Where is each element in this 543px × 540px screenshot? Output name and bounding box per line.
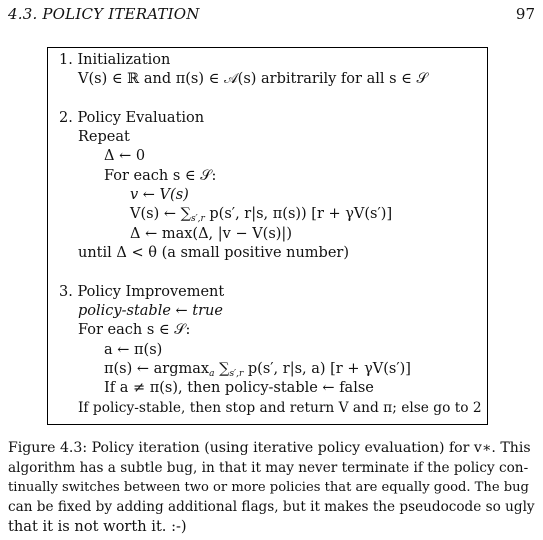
page-header: [8, 5, 535, 27]
v-assign-line: v ← V(s): [130, 187, 189, 203]
policy-stable-init-line: policy-stable ← true: [78, 303, 223, 319]
step1-heading: 1. Initialization: [59, 52, 171, 68]
for-each-state-line-2: For each s ∈ 𝒮:: [78, 322, 191, 338]
section-title: 4.3. POLICY ITERATION: [8, 5, 200, 23]
policy-update-rhs: p(s′, r|s, a) [r + γV(s′)]: [243, 361, 411, 377]
final-return-line: If policy-stable, then stop and return V and π; else go to 2: [78, 400, 482, 416]
value-update-subscript: s′,r: [190, 214, 205, 224]
policy-update-subscript: s′,r: [229, 369, 244, 379]
step1-init-line: V(s) ∈ ℝ and π(s) ∈ 𝒜(s) arbitrarily for all s ∈ 𝒮: [78, 71, 428, 87]
algorithm-box: [47, 47, 488, 425]
argmax-subscript: a: [209, 369, 215, 379]
figure-caption: [8, 439, 535, 537]
if-not-stable-line: If a ≠ π(s), then policy-stable ← false: [104, 380, 374, 396]
repeat-keyword: Repeat: [78, 129, 130, 145]
until-line: until Δ < θ (a small positive number): [78, 245, 350, 261]
step2-heading: 2. Policy Evaluation: [59, 110, 205, 126]
page-number: 97: [515, 5, 535, 23]
step3-heading: 3. Policy Improvement: [59, 284, 225, 300]
delta-init-line: Δ ← 0: [104, 148, 146, 164]
value-update-rhs: p(s′, r|s, π(s)) [r + γV(s′)]: [204, 206, 393, 222]
caption-line-3: tinually switches between two or more policies that are equally good. The bug: [8, 480, 529, 495]
caption-line-5: that it is not worth it. :-): [8, 518, 187, 535]
a-assign-line: a ← π(s): [104, 342, 163, 358]
policy-update-sum: ∑: [214, 361, 230, 377]
delta-update-line: Δ ← max(Δ, |v − V(s)|): [130, 226, 292, 242]
for-each-state-line: For each s ∈ 𝒮:: [104, 168, 217, 184]
caption-line-1: Figure 4.3: Policy iteration (using iterative policy evaluation) for v∗. This: [8, 440, 531, 456]
value-update-lhs: V(s) ← ∑: [130, 206, 191, 222]
caption-line-2: algorithm has a subtle bug, in that it may never terminate if the policy con-: [8, 459, 529, 476]
caption-line-4: can be fixed by adding additional flags, but it makes the pseudocode so ugly: [8, 498, 535, 515]
policy-update-lhs: π(s) ← argmax: [104, 361, 210, 377]
